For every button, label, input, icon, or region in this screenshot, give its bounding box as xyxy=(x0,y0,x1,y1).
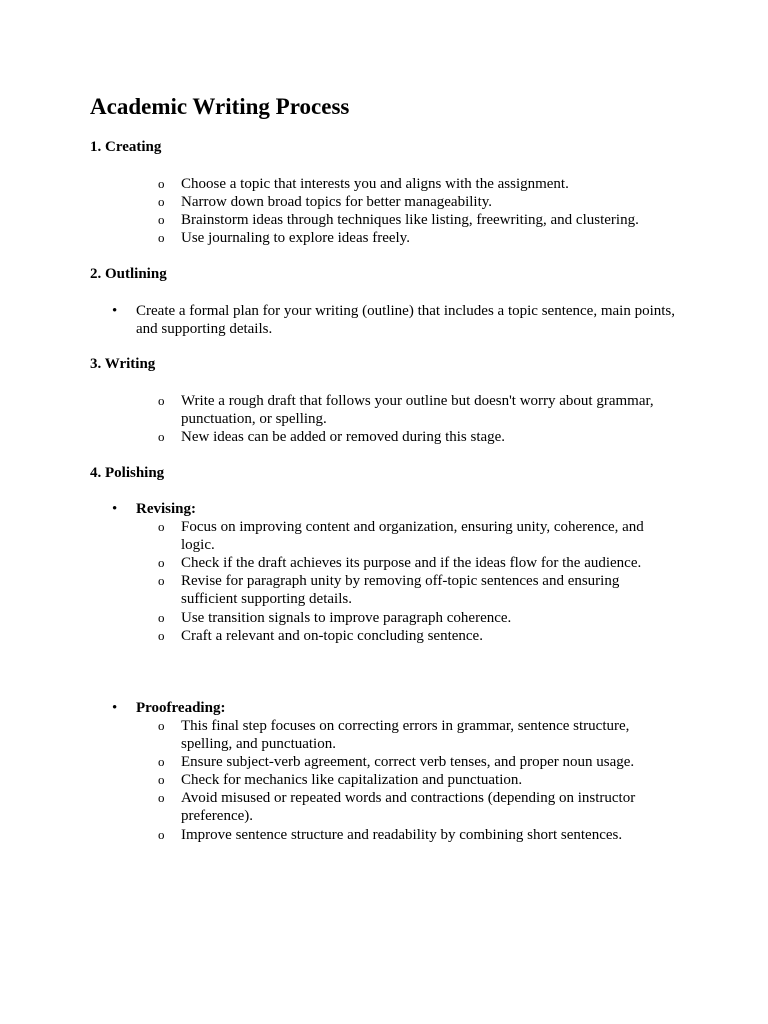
sub-bullet-marker: o xyxy=(158,429,165,444)
list-item-text: Focus on improving content and organization, ensuring unity, coherence, and logic. xyxy=(181,519,644,553)
list-item-text: Craft a relevant and on-topic concluding sentence. xyxy=(181,628,483,644)
list-item-text: New ideas can be added or removed during this stage. xyxy=(181,429,506,445)
section-heading-writing: 3. Writing xyxy=(90,356,156,372)
list-item-text: Use journaling to explore ideas freely. xyxy=(181,230,410,246)
sub-bullet-marker: o xyxy=(158,772,165,787)
sub-bullet-marker: o xyxy=(158,519,165,534)
sub-bullet-marker: o xyxy=(158,610,165,625)
sub-bullet-marker: o xyxy=(158,194,165,209)
list-item-text: Create a formal plan for your writing (outline) that includes a topic sentence, main points, and supporting details. xyxy=(136,303,676,337)
sub-bullet-marker: o xyxy=(158,628,165,643)
list-item xyxy=(158,826,658,844)
sub-bullet-marker: o xyxy=(158,555,165,570)
list-item-revising xyxy=(112,500,692,518)
list-item-text: Brainstorm ideas through techniques like listing, freewriting, and clustering. xyxy=(181,212,639,228)
section-heading-creating: 1. Creating xyxy=(90,139,162,155)
list-item xyxy=(158,392,658,428)
list-item-text: Narrow down broad topics for better manageability. xyxy=(181,194,493,210)
list-item-proofreading xyxy=(112,699,692,717)
list-item xyxy=(112,302,682,338)
sub-bullet-marker: o xyxy=(158,393,165,408)
sub-bullet-marker: o xyxy=(158,827,165,842)
list-item xyxy=(158,428,658,446)
list-item-text: Avoid misused or repeated words and contractions (depending on instructor preference). xyxy=(181,790,636,824)
bullet-marker: • xyxy=(112,303,118,319)
list-item xyxy=(158,789,658,825)
sub-bullet-marker: o xyxy=(158,790,165,805)
list-item xyxy=(158,627,658,645)
sub-bullet-marker: o xyxy=(158,230,165,245)
list-item-text: Choose a topic that interests you and aligns with the assignment. xyxy=(181,176,569,192)
page-title: Academic Writing Process xyxy=(90,94,350,119)
list-item xyxy=(158,717,658,753)
list-item xyxy=(158,211,658,229)
list-item-text: Improve sentence structure and readability by combining short sentences. xyxy=(181,827,623,843)
sub-bullet-marker: o xyxy=(158,754,165,769)
section-heading-outlining: 2. Outlining xyxy=(90,266,167,282)
list-item xyxy=(158,229,658,247)
section-heading-polishing: 4. Polishing xyxy=(90,465,165,481)
list-item-text: Check for mechanics like capitalization and punctuation. xyxy=(181,772,523,788)
sub-bullet-marker: o xyxy=(158,176,165,191)
bullet-marker: • xyxy=(112,700,118,716)
sub-bullet-marker: o xyxy=(158,573,165,588)
bullet-marker: • xyxy=(112,501,118,517)
list-item xyxy=(158,771,658,789)
list-item-text: Revise for paragraph unity by removing off-topic sentences and ensuring sufficient supporting details. xyxy=(181,573,620,607)
list-item-text: Ensure subject-verb agreement, correct verb tenses, and proper noun usage. xyxy=(181,754,635,770)
list-item xyxy=(158,554,658,572)
list-item-text: This final step focuses on correcting errors in grammar, sentence structure, spelling, and punctuation. xyxy=(181,718,630,752)
list-item-text: Check if the draft achieves its purpose and if the ideas flow for the audience. xyxy=(181,555,642,571)
group-label-proofreading: Proofreading: xyxy=(136,700,226,716)
list-item-text: Write a rough draft that follows your outline but doesn't worry about grammar, punctuation, or spelling. xyxy=(181,393,654,427)
list-item-text: Use transition signals to improve paragraph coherence. xyxy=(181,610,512,626)
list-item xyxy=(158,175,658,193)
list-item xyxy=(158,753,658,771)
sub-bullet-marker: o xyxy=(158,718,165,733)
sub-bullet-marker: o xyxy=(158,212,165,227)
list-item xyxy=(158,518,658,554)
list-item xyxy=(158,609,658,627)
group-label-revising: Revising: xyxy=(136,501,196,517)
list-item xyxy=(158,572,658,608)
list-item xyxy=(158,193,658,211)
